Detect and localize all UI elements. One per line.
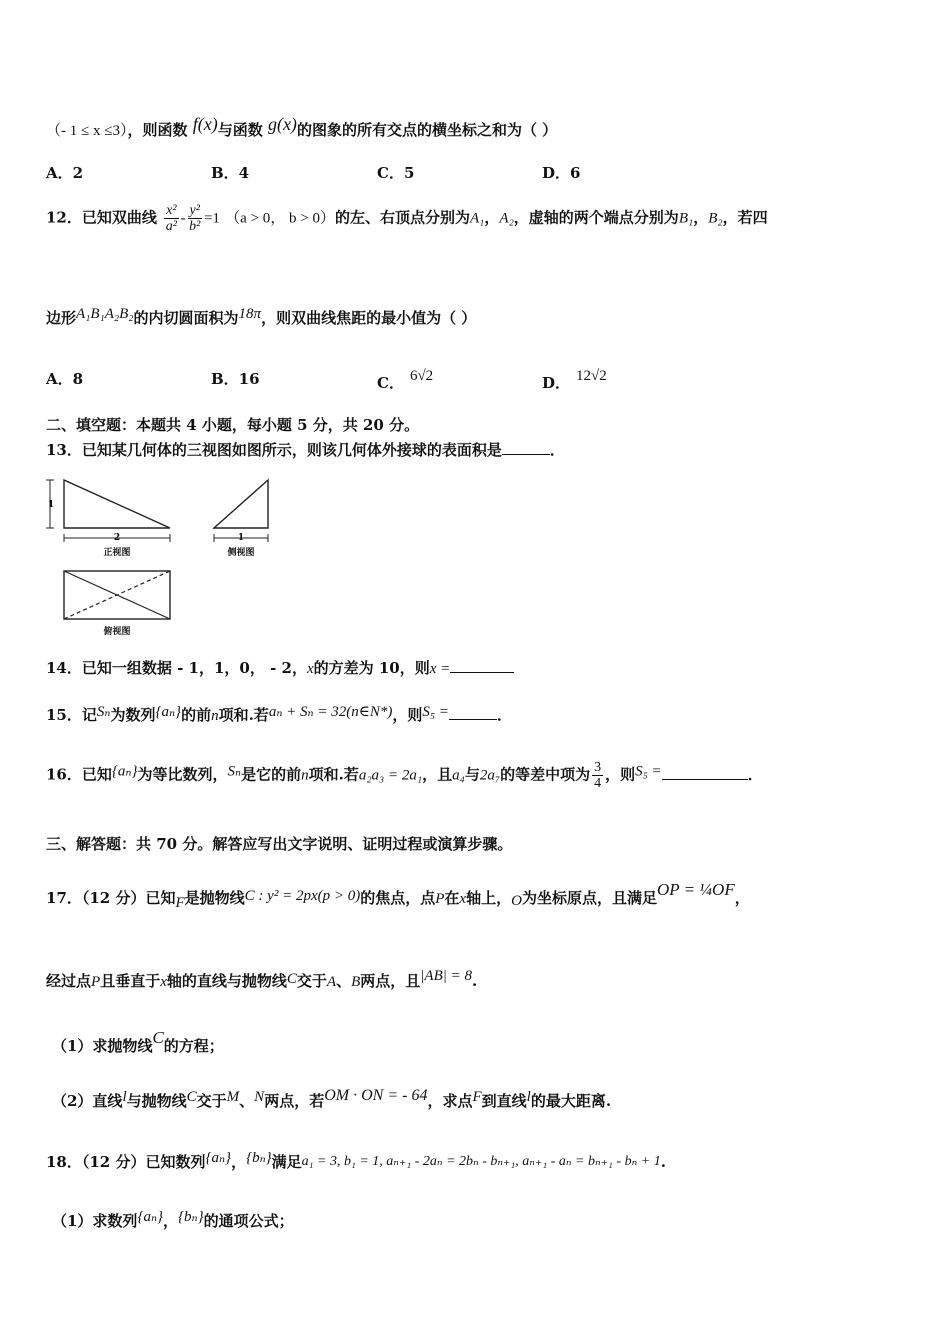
q16-equation: a₂a₃ = 2a₁ (358, 767, 423, 784)
q15-equation: aₙ + Sₙ = 32(n∈N*) (268, 704, 393, 720)
q11-option-d[interactable]: D．6 (542, 164, 581, 182)
q17-line2: 经过点P且垂直于x轴的直线与抛物线C交于A、B两点，且|AB| = 8. (46, 968, 478, 990)
q12-option-a[interactable]: A．8 (46, 370, 84, 388)
q11-option-c[interactable]: C．5 (377, 164, 415, 182)
q15-line: 15．记Sₙ为数列{aₙ}的前n项和.若aₙ + Sₙ = 32(n∈N*)，则S₅ = ． (46, 704, 512, 724)
section-2-heading: 二、填空题：本题共 4 小题，每小题 5 分，共 20 分。 (46, 416, 420, 434)
q11-g: g(x) (267, 114, 297, 134)
q17-part2: （2）直线l与抛物线C交于M、N两点，若OM · ON = - 64，求点F到直线l的最大距离. (52, 1087, 612, 1110)
q16-line: 16．已知{aₙ}为等比数列，Sₙ是它的前n项和.若a₂a₃ = 2a₁，且a₄与2a₇的等差中项为 $\frac{3}{4}$ ，则S₅ = ． (46, 760, 763, 791)
q16-fraction: $\frac{3}{4}$ (594, 760, 602, 791)
three-view-figure (38, 470, 288, 640)
top-view (64, 571, 170, 619)
ab-length: |AB| = 8 (420, 968, 472, 984)
front-height-label: 1 (47, 500, 55, 510)
q11-domain: （- 1 ≤ x ≤3） (46, 123, 128, 139)
q16-answer-blank[interactable] (662, 765, 748, 780)
side-view-label: 侧视图 (227, 548, 255, 558)
q18-line1: 18．（12 分）已知数列{aₙ}，{bₙ}满足a₁ = 3, b₁ = 1, aₙ₊₁ - 2aₙ = 2bₙ - bₙ₊₁, aₙ₊₁ - aₙ = bₙ₊₁ - bₙ + 1. (46, 1150, 666, 1171)
section-3-heading: 三、解答题：共 70 分。解答应写出文字说明、证明过程或演算步骤。 (46, 835, 513, 853)
q12-option-c[interactable]: C． 6√2 (377, 368, 434, 392)
q12-condition: （a > 0， b > 0） (225, 210, 335, 227)
q11-option-b[interactable]: B．4 (211, 164, 250, 182)
q17-part1: （1）求抛物线C的方程； (52, 1028, 224, 1055)
q11-f: f(x) (192, 114, 218, 134)
q17-line1: 17．（12 分）已知F是抛物线C : y² = 2px(p > 0)的焦点，点P在x轴上，O为坐标原点，且满足OP = ¼OF， (46, 880, 750, 911)
top-view-label: 俯视图 (103, 627, 131, 637)
q12-option-b[interactable]: B．16 (211, 370, 260, 388)
q14-line: 14．已知一组数据 - 1，1，0， - 2，x的方差为 10，则x = (46, 657, 514, 678)
hyperbola-y-fraction: $\frac{\text{y²}}{\text{b²}}$ (189, 203, 201, 234)
front-width-label: 2 (113, 533, 121, 543)
q13-line: 13．已知某几何体的三视图如图所示，则该几何体外接球的表面积是 ． (46, 441, 565, 459)
q12-option-d[interactable]: D． 12√2 (542, 368, 607, 392)
q18-part1: （1）求数列{aₙ}，{bₙ}的通项公式； (52, 1209, 294, 1230)
q13-answer-blank[interactable] (502, 440, 550, 455)
hyperbola-x-fraction: $\frac{\text{x²}}{\text{a²}}$ (165, 203, 177, 234)
dot-product-equation: OM · ON = - 64 (324, 1087, 428, 1104)
q12-line2: 边形A₁B₁A₂B₂的内切圆面积为18π，则双曲线焦距的最小值为（ ） (46, 306, 477, 327)
vector-equation: OP = ¼OF (656, 880, 735, 899)
q14-answer-blank[interactable] (450, 658, 514, 673)
recurrence-equation: a₁ = 3, b₁ = 1, aₙ₊₁ - 2aₙ = 2bₙ - bₙ₊₁, aₙ₊₁ - aₙ = bₙ₊₁ - bₙ + 1 (301, 1154, 661, 1169)
parabola-equation: C : y² = 2px(p > 0) (244, 888, 361, 904)
q15-answer-blank[interactable] (449, 705, 497, 720)
front-view (46, 480, 170, 542)
q11-line: （- 1 ≤ x ≤3），则函数 f(x)与函数 g(x)的图象的所有交点的横坐标之和为（ ） (46, 114, 558, 139)
q11-option-a[interactable]: A．2 (46, 164, 84, 182)
q12-line1: 12．已知双曲线 $\frac{\text{x²}}{\text{a²}}$ - $\frac{\text{y²}}{\text{b²}}$ =1 （a > 0， b > 0）的左、右顶点分别为A₁，A₂，虚轴的两个端点分别为B₁，B₂，若四 (46, 203, 768, 234)
side-width-label: 1 (237, 533, 245, 543)
front-view-label: 正视图 (103, 548, 131, 558)
